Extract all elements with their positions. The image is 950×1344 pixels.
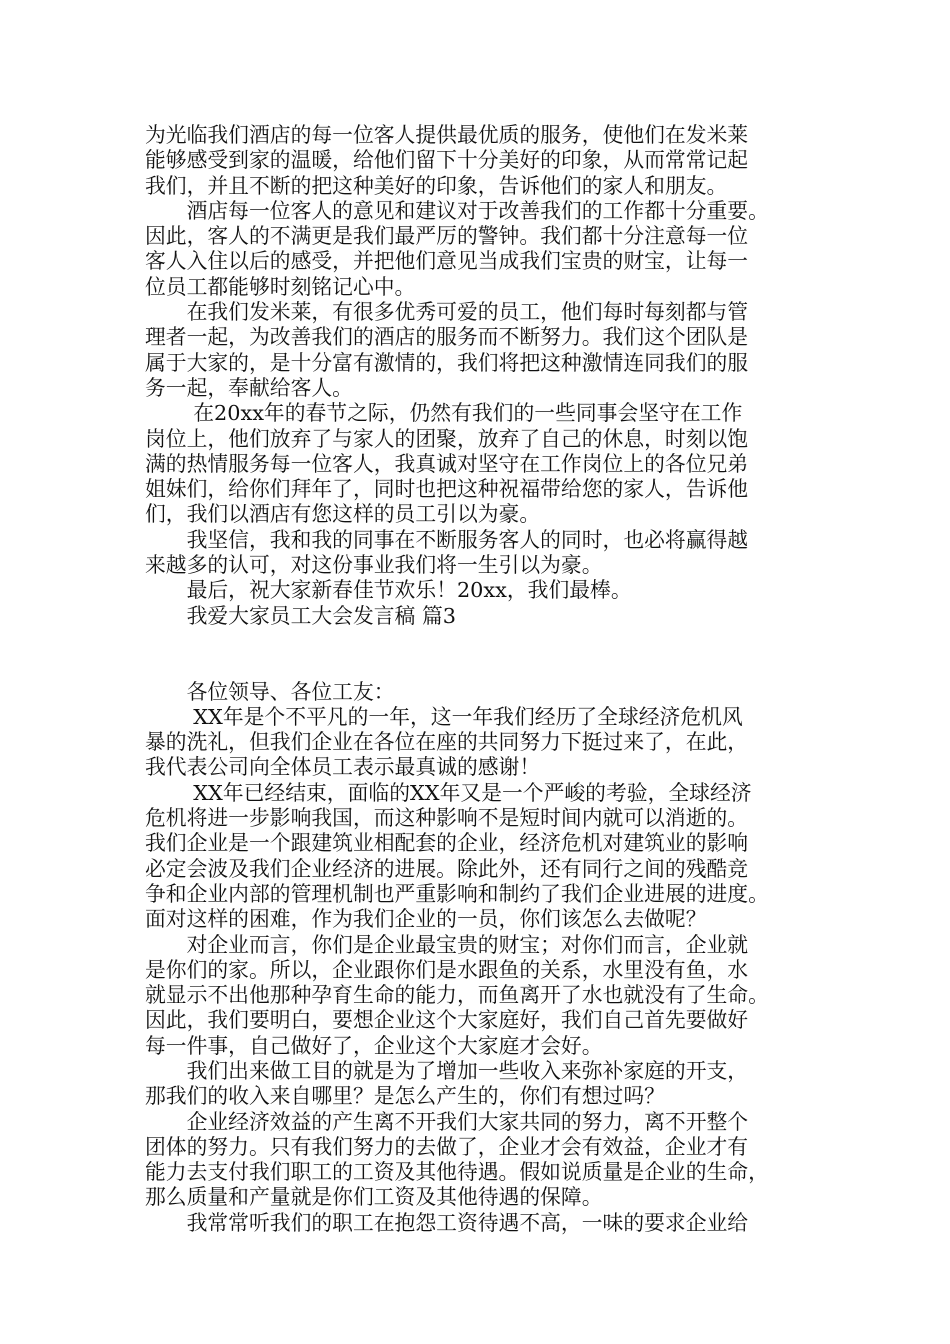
text-line: 危机将进一步影响我国，而这种影响不是短时间内就可以消逝的。 (145, 806, 749, 831)
text-line: 们，我们以酒店有您这样的员工引以为豪。 (145, 502, 541, 527)
text-line: 企业经济效益的产生离不开我们大家共同的努力，离不开整个 (145, 1109, 749, 1134)
text-line: 必定会波及我们企业经济的进展。除此外，还有同行之间的残酷竞 (145, 856, 749, 881)
document-body (145, 123, 845, 1236)
text-line: 在我们发米莱，有很多优秀可爱的员工，他们每时每刻都与管 (145, 300, 749, 325)
text-line: 我坚信，我和我的同事在不断服务客人的同时，也必将赢得越 (145, 527, 749, 552)
text-line: 我常常听我们的职工在抱怨工资待遇不高，一味的要求企业给 (145, 1210, 749, 1235)
text-line: 对企业而言，你们是企业最宝贵的财宝；对你们而言，企业就 (145, 932, 749, 957)
text-line: 酒店每一位客人的意见和建议对于改善我们的工作都十分重要。 (145, 198, 769, 223)
text-line: 在20xx年的春节之际，仍然有我们的一些同事会坚守在工作 (145, 401, 743, 426)
text-line: 来越多的认可，对这份事业我们将一生引以为豪。 (145, 553, 603, 578)
text-line: 为光临我们酒店的每一位客人提供最优质的服务，使他们在发米莱 (145, 123, 749, 147)
text-line: 我爱大家员工大会发言稿 篇3 (145, 603, 456, 628)
text-line: 我们出来做工目的就是为了增加一些收入来弥补家庭的开支， (145, 1058, 749, 1083)
text-line: 客人入住以后的感受，并把他们意见当成我们宝贵的财宝，让每一 (145, 249, 749, 274)
text-line: 因此，我们要明白，要想企业这个大家庭好，我们自己首先要做好 (145, 1008, 749, 1033)
text-line: 那我们的收入来自哪里？是怎么产生的，你们有想过吗？ (145, 1084, 665, 1109)
text-line: 属于大家的，是十分富有激情的，我们将把这种激情连同我们的服 (145, 350, 749, 375)
text-line: 暴的洗礼，但我们企业在各位在座的共同努力下挺过来了，在此， (145, 730, 749, 755)
text-line: XX年已经结束，面临的XX年又是一个严峻的考验，全球经济 (145, 780, 752, 805)
text-line: XX年是个不平凡的一年，这一年我们经历了全球经济危机风 (145, 704, 743, 729)
text-line: 争和企业内部的管理机制也严重影响和制约了我们企业进展的进度。 (145, 881, 769, 906)
text-line: 务一起，奉献给客人。 (145, 375, 353, 400)
text-line: 最后，祝大家新春佳节欢乐！20xx，我们最棒。 (145, 578, 632, 603)
section-gap (145, 629, 845, 680)
text-line: 我们，并且不断的把这种美好的印象，告诉他们的家人和朋友。 (145, 173, 728, 198)
text-line: 各位领导、各位工友： (145, 679, 395, 704)
text-line: 那么质量和产量就是你们工资及其他待遇的保障。 (145, 1185, 603, 1210)
text-line: 每一件事，自己做好了，企业这个大家庭才会好。 (145, 1033, 603, 1058)
text-line: 姐妹们，给你们拜年了，同时也把这种祝福带给您的家人，告诉他 (145, 477, 749, 502)
text-line: 位员工都能够时刻铭记心中。 (145, 274, 416, 299)
text-line: 我代表公司向全体员工表示最真诚的感谢！ (145, 755, 541, 780)
text-line: 满的热情服务每一位客人，我真诚对坚守在工作岗位上的各位兄弟 (145, 451, 749, 476)
text-line: 就显示不出他那种孕育生命的能力，而鱼离开了水也就没有了生命。 (145, 983, 769, 1008)
text-line: 岗位上，他们放弃了与家人的团聚，放弃了自己的休息，时刻以饱 (145, 426, 749, 451)
text-line: 是你们的家。所以，企业跟你们是水跟鱼的关系，水里没有鱼，水 (145, 957, 749, 982)
text-line: 能够感受到家的温暖，给他们留下十分美好的印象，从而常常记起 (145, 148, 749, 173)
text-line: 因此，客人的不满更是我们最严厉的警钟。我们都十分注意每一位 (145, 224, 749, 249)
text-line: 团体的努力。只有我们努力的去做了，企业才会有效益，企业才有 (145, 1134, 749, 1159)
speech-continuation (145, 123, 845, 629)
text-line: 理者一起，为改善我们的酒店的服务而不断努力。我们这个团队是 (145, 325, 749, 350)
text-line: 我们企业是一个跟建筑业相配套的企业，经济危机对建筑业的影响 (145, 831, 749, 856)
text-line: 面对这样的困难，作为我们企业的一员，你们该怎么去做呢？ (145, 907, 707, 932)
speech-3 (145, 680, 845, 1237)
text-line: 能力去支付我们职工的工资及其他待遇。假如说质量是企业的生命， (145, 1160, 769, 1185)
